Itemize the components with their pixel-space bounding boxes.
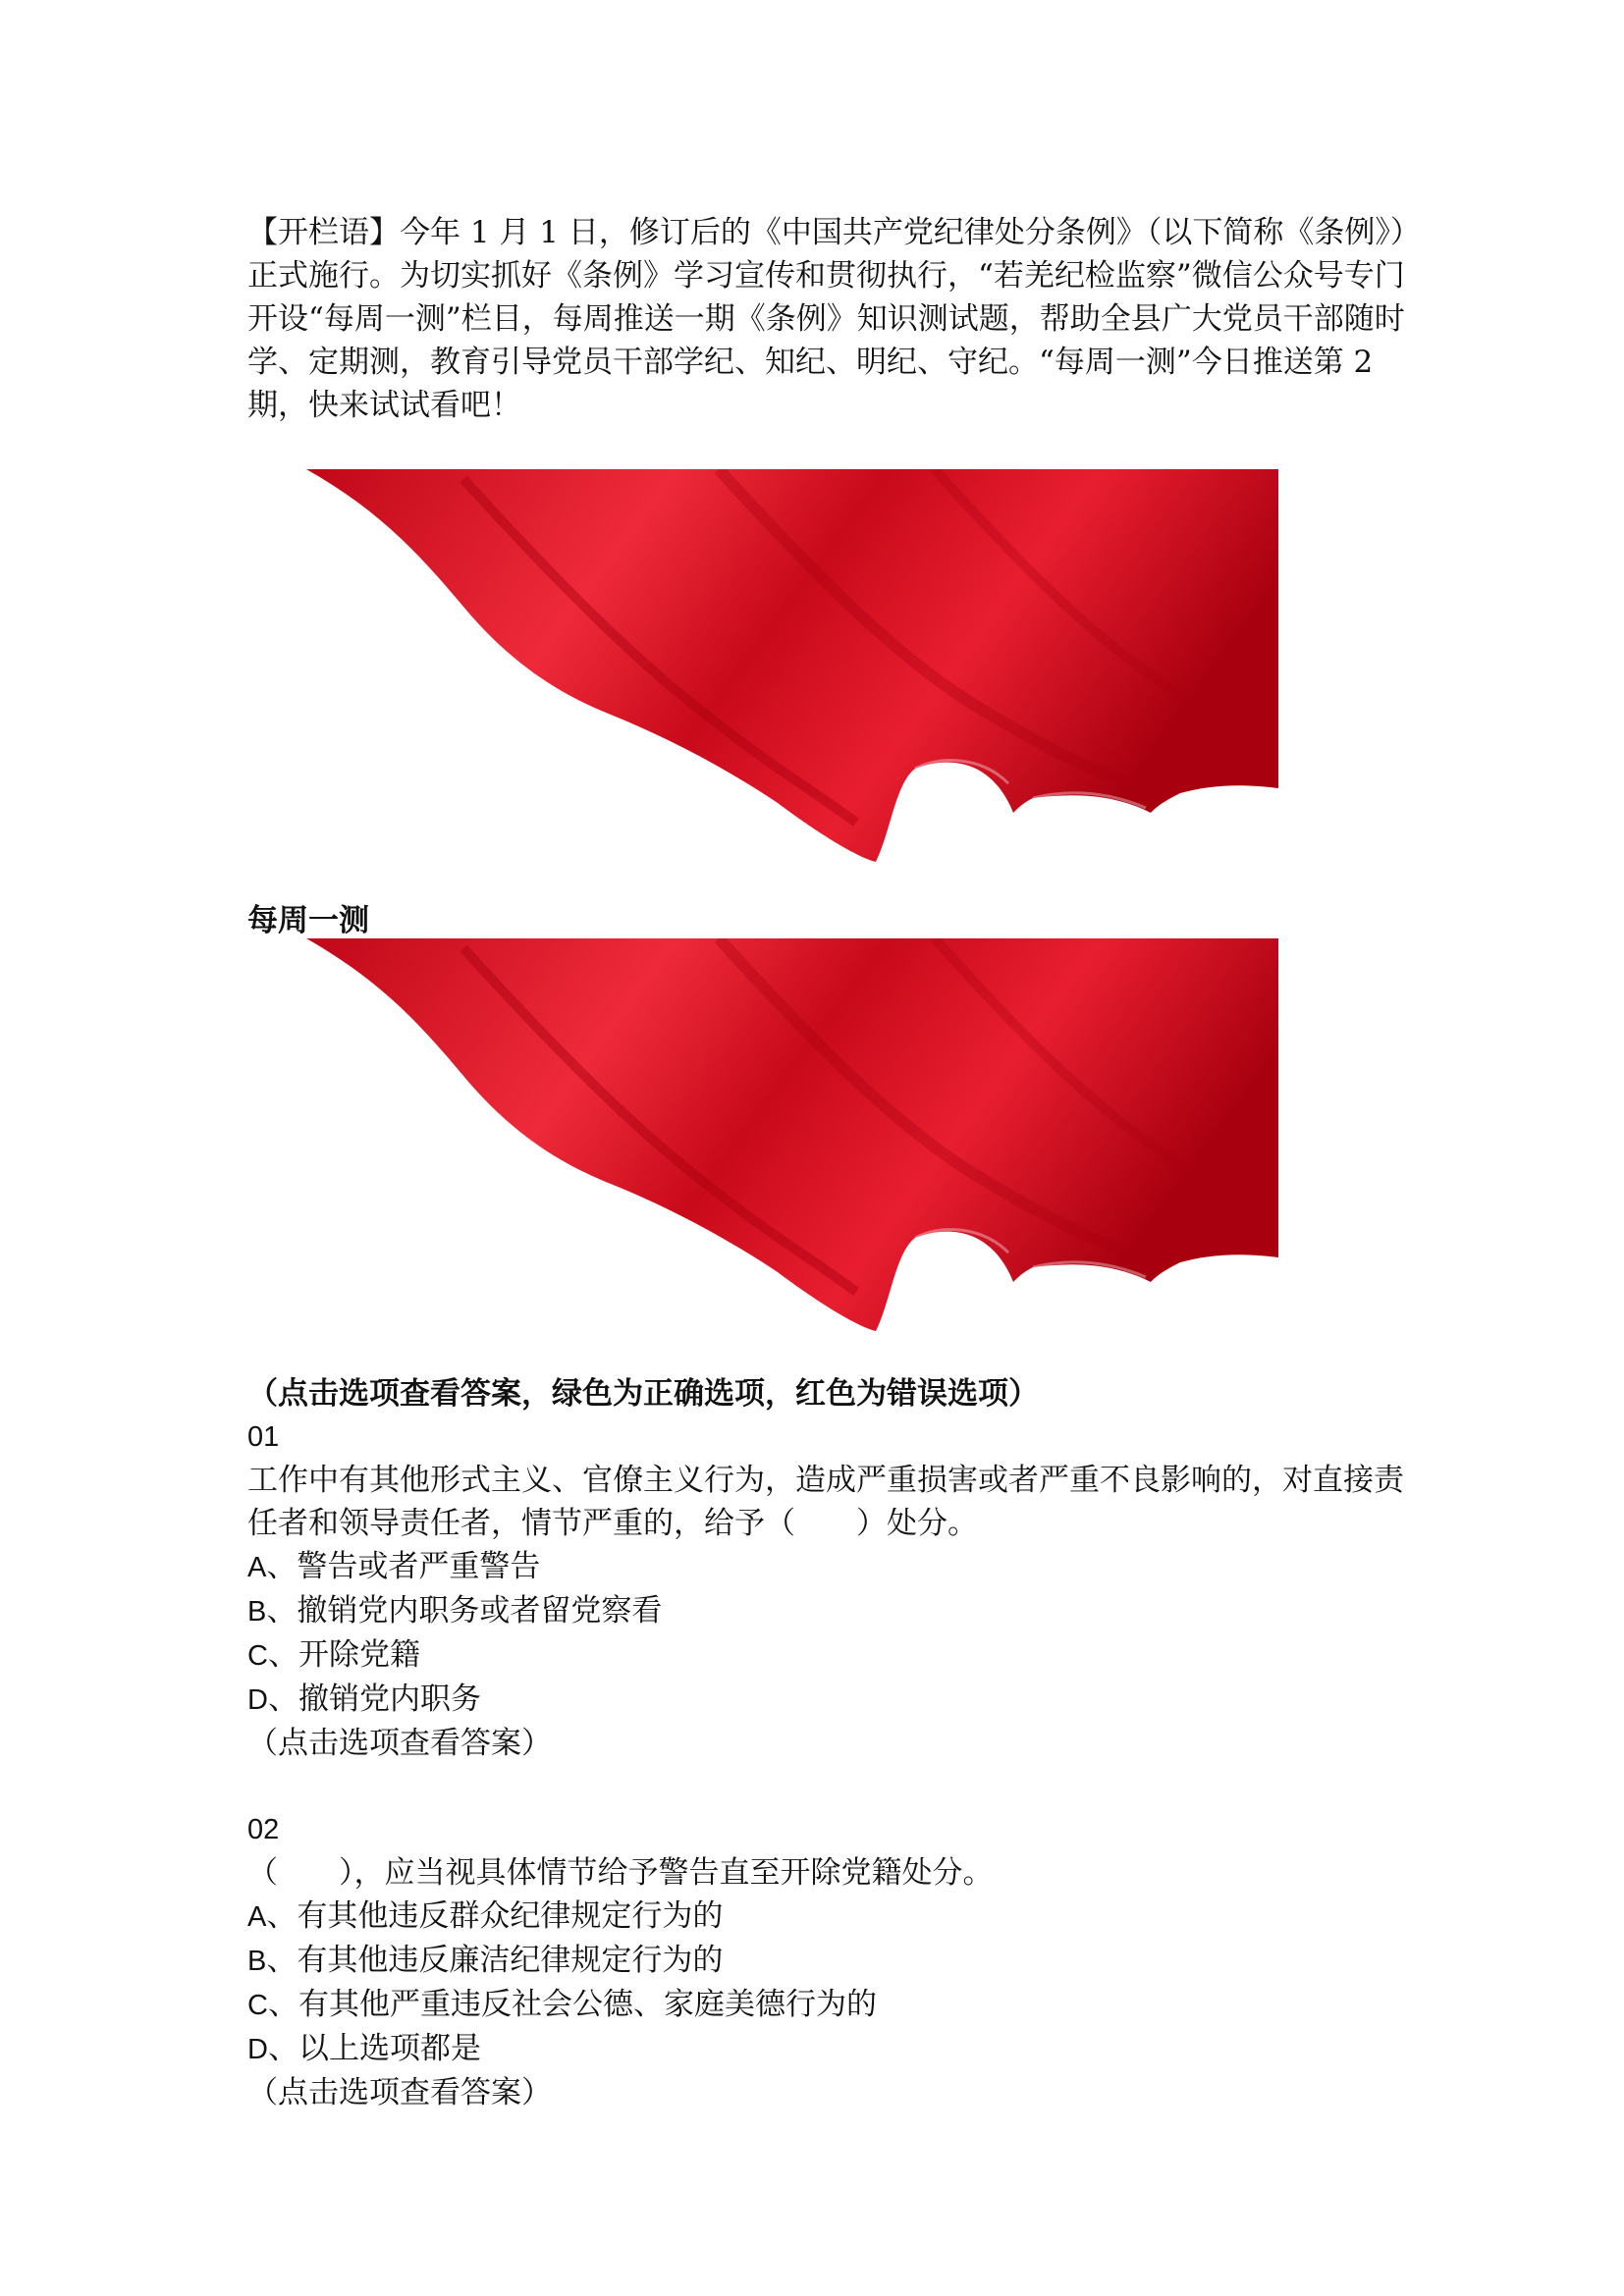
option-d[interactable] [247,1678,1406,1722]
option-letter: B [247,1596,267,1628]
question-text: （ ），应当视具体情节给予警告直至开除党籍处分。 [247,1855,994,1891]
question-text: 工作中有其他形式主义、官僚主义行为，造成严重损害或者严重不良影响的，对直接责任者和领导责任者，情节严重的，给予（ ）处分。 [247,1463,1404,1541]
option-letter: C [247,1990,268,2021]
question-number: 01 [247,1421,280,1453]
question-2 [247,1808,1406,2114]
option-text: 、有其他违反群众纪律规定行为的 [266,1898,724,1934]
section-title: 每周一测 [247,903,369,938]
option-b[interactable] [247,1589,1406,1633]
option-letter: D [247,2034,268,2065]
option-d[interactable] [247,2027,1406,2071]
option-c[interactable] [247,1633,1406,1678]
intro-paragraph: 【开栏语】今年 1 月 1 日，修订后的《中国共产党纪律处分条例》（以下简称《条例》）正式施行。为切实抓好《条例》学习宣传和贯彻执行，“若羌纪检监察”微信公众号专门开设“每周一测”栏目，每周推送一期《条例》知识测试题，帮助全县广大党员干部随时学、定期测，教育引导党员干部学纪、知纪、明纪、守纪。“每周一测”今日推送第 2 期，快来试试看吧！ [247,215,1406,423]
option-a[interactable] [247,1545,1406,1589]
option-text: 、有其他违反廉洁纪律规定行为的 [266,1943,724,1978]
red-drape-image-bottom [306,938,1278,1351]
option-a[interactable] [247,1895,1406,1939]
red-drape-image-top [306,469,1278,881]
option-text: 、撤销党内职务 [267,1682,481,1717]
question-number: 02 [247,1814,280,1845]
option-c[interactable] [247,1983,1406,2027]
option-text: 、有其他严重违反社会公德、家庭美德行为的 [267,1987,877,2022]
intro-block [247,211,1406,427]
check-answer-link[interactable]: （点击选项查看答案） [247,2075,552,2110]
option-text: 、开除党籍 [267,1637,420,1673]
check-answer-link[interactable]: （点击选项查看答案） [247,1726,552,1761]
option-letter: D [247,1684,268,1716]
answer-hint: （点击选项查看答案，绿色为正确选项，红色为错误选项） [247,1376,1039,1412]
option-letter: A [247,1552,267,1583]
quiz-section [247,1372,1406,2114]
option-letter: B [247,1946,267,1977]
option-text: 、警告或者严重警告 [266,1549,541,1584]
option-text: 、撤销党内职务或者留党察看 [266,1593,663,1629]
option-letter: A [247,1901,267,1933]
option-letter: C [247,1640,268,1672]
option-b[interactable] [247,1939,1406,1983]
option-text: 、以上选项都是 [267,2031,481,2066]
question-1 [247,1415,1406,1765]
